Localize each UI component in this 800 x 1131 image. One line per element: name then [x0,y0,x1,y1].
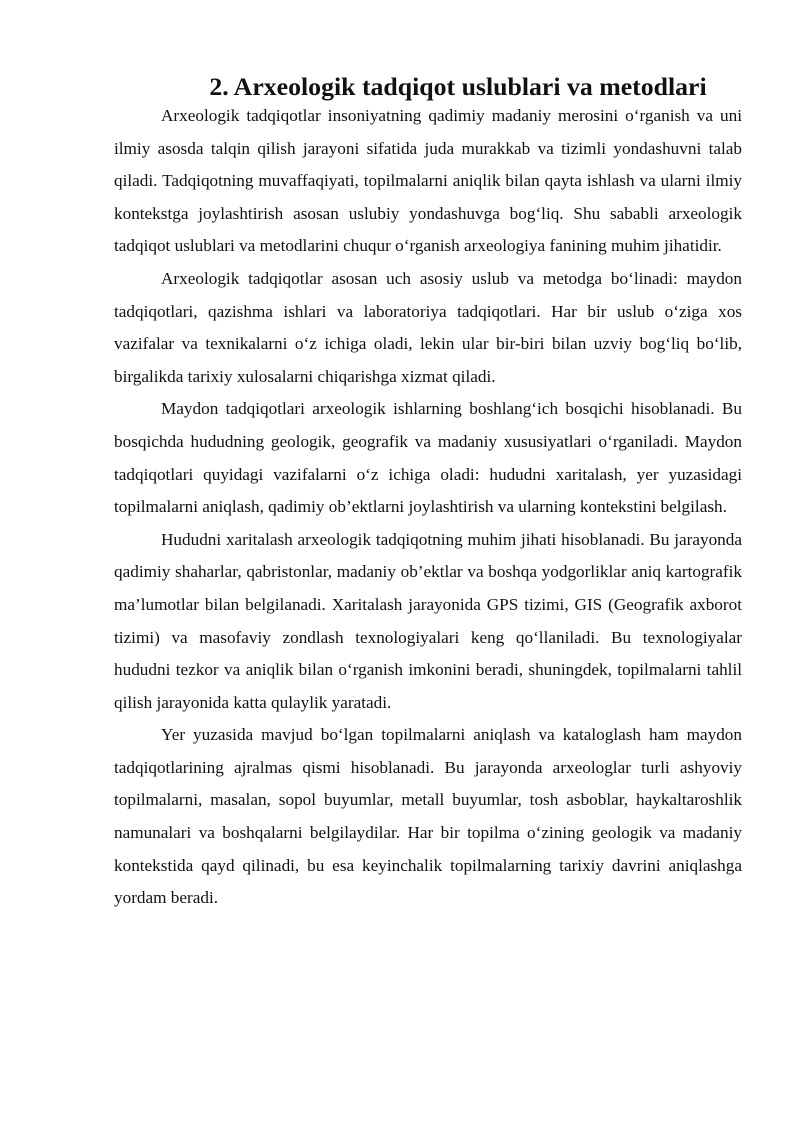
document-page [114,74,742,915]
paragraph-field-research: Maydon tadqiqotlari arxeologik ishlarning boshlang‘ich bosqichi hisoblanadi. Bu bosqichda hududning geologik, geografik va madaniy xususiyatlari o‘rganiladi. Maydon tadqiqotlari quyidagi vazifalarni o‘z ichiga oladi: hududni xaritalash, yer yuzasidagi topilmalarni aniqlash, qadimiy ob’ektlarni joylashtirish va ularning kontekstini belgilash. [114,399,742,517]
paragraph-intro: Arxeologik tadqiqotlar insoniyatning qadimiy madaniy merosini o‘rganish va uni ilmiy asosda talqin qilish jarayoni sifatida juda murakkab va tizimli yondashuvni talab qiladi. Tadqiqotning muvaffaqiyati, topilmalarni aniqlik bilan qayta ishlash va ularni ilmiy kontekstga joylashtirish asosan uslubiy yondashuvga bog‘liq. Shu sababli arxeologik tadqiqot uslublari va metodlarini chuqur o‘rganish arxeologiya fanining muhim jihatidir. [114,106,742,256]
paragraph-methods-overview: Arxeologik tadqiqotlar asosan uch asosiy uslub va metodga bo‘linadi: maydon tadqiqotlari, qazishma ishlari va laboratoriya tadqiqotlari. Har bir uslub o‘ziga xos vazifalar va texnikalarni o‘z ichiga oladi, lekin ular bir-biri bilan uzviy bog‘liq bo‘lib, birgalikda tarixiy xulosalarni chiqarishga xizmat qiladi. [114,268,742,386]
paragraph-surface-finds: Yer yuzasida mavjud bo‘lgan topilmalarni aniqlash va kataloglash ham maydon tadqiqotlarining ajralmas qismi hisoblanadi. Bu jarayonda arxeologlar turli ashyoviy topilmalarni, masalan, sopol buyumlar, metall buyumlar, tosh asboblar, haykaltaroshlik namunalari va boshqalarni belgilaydilar. Har bir topilma o‘zining geologik va madaniy kontekstida qayd qilinadi, bu esa keyinchalik topilmalarning tarixiy davrini aniqlashga yordam beradi. [114,725,742,908]
paragraph-mapping: Hududni xaritalash arxeologik tadqiqotning muhim jihati hisoblanadi. Bu jarayonda qadimiy shaharlar, qabristonlar, madaniy ob’ektlar va boshqa yodgorliklar aniq kartografik ma’lumotlar bilan belgilanadi. Xaritalash jarayonida GPS tizimi, GIS (Geografik axborot tizimi) va masofaviy zondlash texnologiyalari keng qo‘llaniladi. Bu texnologiyalar hududni tezkor va aniqlik bilan o‘rganish imkonini beradi, shuningdek, topilmalarni tahlil qilish jarayonida katta qulaylik yaratadi. [114,529,742,712]
section-heading: 2. Arxeologik tadqiqot uslublari va metodlari [209,72,707,101]
